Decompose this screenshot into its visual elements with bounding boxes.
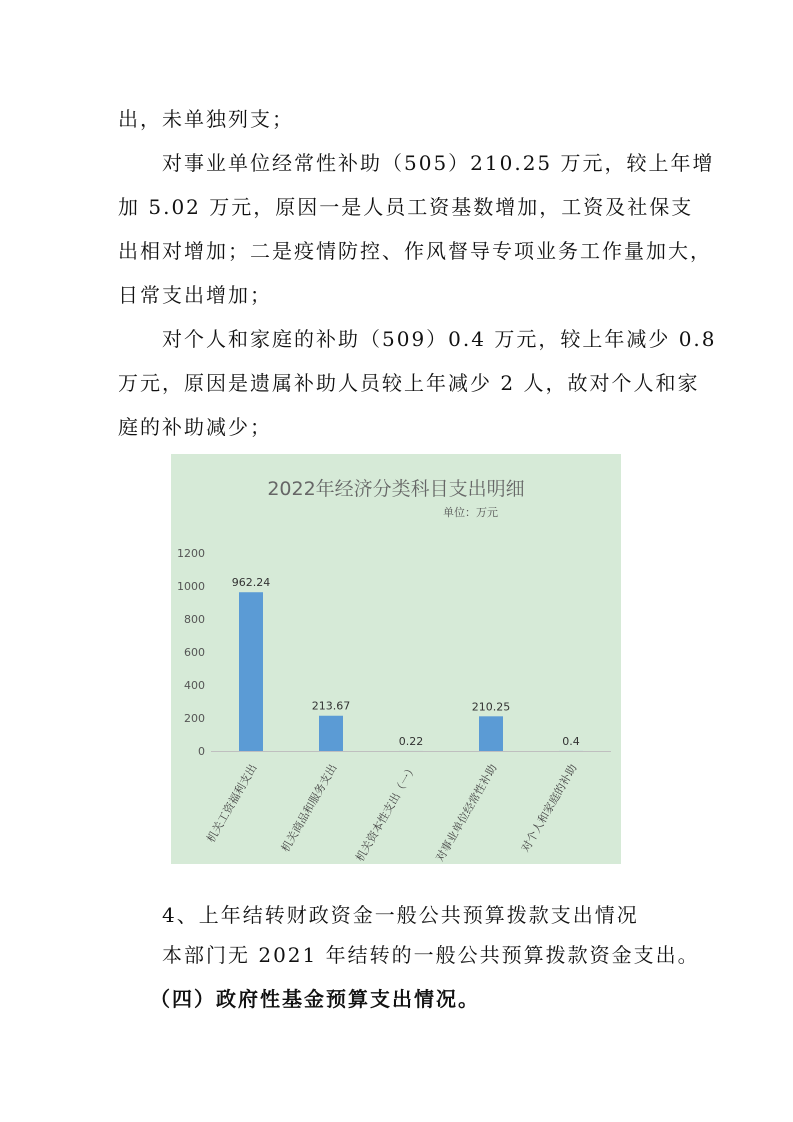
y-tick-label: 400 [184, 679, 205, 692]
y-tick-label: 800 [184, 613, 205, 626]
x-tick-label: 机关资本性支出（一） [353, 762, 420, 864]
x-tick-label: 机关工资福利支出 [204, 762, 260, 845]
y-tick-label: 1200 [177, 547, 205, 560]
x-tick-label: 对事业单位经常性补助 [433, 762, 500, 864]
data-label: 0.22 [398, 734, 424, 748]
chart-bar [319, 716, 343, 751]
y-tick-label: 600 [184, 646, 205, 659]
paragraph-line: 日常支出增加； [118, 283, 272, 307]
section-body: 本部门无 2021 年结转的一般公共预算拨款资金支出。 [162, 943, 700, 967]
section-title: （四）政府性基金预算支出情况。 [150, 987, 480, 1011]
chart-unit-label: 单位：万元 [443, 506, 498, 519]
paragraph-line: 出，未单独列支； [118, 107, 294, 131]
section-heading: 4、上年结转财政资金一般公共预算拨款支出情况 [162, 903, 639, 927]
data-label: 213.67 [311, 699, 351, 713]
expenditure-chart [171, 454, 621, 864]
paragraph-line: 万元，原因是遗属补助人员较上年减少 2 人，故对个人和家 [118, 371, 700, 395]
y-tick-label: 1000 [177, 580, 205, 593]
paragraph-line: 出相对增加；二是疫情防控、作风督导专项业务工作量加大， [118, 239, 712, 263]
data-label: 210.25 [471, 700, 511, 714]
data-label: 962.24 [231, 576, 271, 590]
chart-plot [171, 454, 621, 864]
paragraph-line: 庭的补助减少； [118, 415, 272, 439]
chart-title: 2022年经济分类科目支出明细 [267, 478, 525, 500]
paragraph-line: 加 5.02 万元，原因一是人员工资基数增加，工资及社保支 [118, 195, 694, 219]
chart-bar [479, 716, 503, 751]
y-tick-label: 200 [184, 712, 205, 725]
chart-bar [239, 592, 263, 751]
x-tick-label: 机关商品和服务支出 [278, 762, 340, 855]
y-tick-label: 0 [198, 745, 205, 758]
paragraph-line: 对个人和家庭的补助（509）0.4 万元，较上年减少 0.8 [162, 327, 717, 351]
x-tick-label: 对个人和家庭的补助 [518, 762, 580, 855]
data-label: 0.4 [562, 734, 580, 748]
paragraph-line: 对事业单位经常性补助（505）210.25 万元，较上年增 [162, 151, 715, 175]
